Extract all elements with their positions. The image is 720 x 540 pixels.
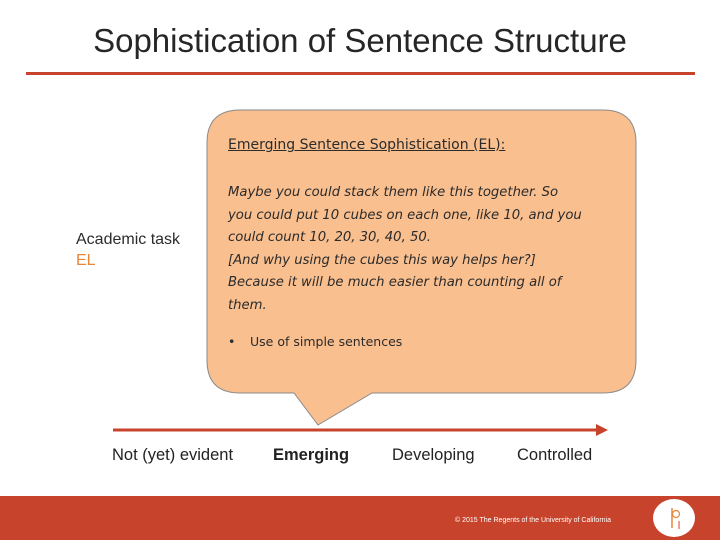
bullet-dot: • — [228, 334, 236, 349]
callout-body-text: Maybe you could stack them like this together. So you could put 10 cubes on each one, like 10, and you could count 10, 20, 30, 40, 50. [And why using the cubes this way helps her?] Because it will be much easier than counting all of them. — [228, 185, 582, 313]
scale-label-developing: Developing — [392, 446, 475, 464]
university-logo — [653, 499, 695, 537]
slide-title: Sophistication of Sentence Structure — [93, 22, 627, 59]
callout-bullet-text: Use of simple sentences — [250, 334, 403, 349]
el-label: EL — [76, 252, 96, 269]
footer-bar — [0, 496, 720, 540]
logo-mark-icon — [653, 499, 695, 537]
scale-arrow-head — [596, 424, 608, 436]
copyright-text: © 2015 The Regents of the University of California — [455, 517, 611, 524]
scale-label-not-yet-evident: Not (yet) evident — [112, 446, 234, 464]
callout-heading: Emerging Sentence Sophistication (EL): — [228, 137, 506, 153]
scale-label-emerging: Emerging — [273, 446, 350, 464]
scale-label-controlled: Controlled — [517, 446, 593, 464]
academic-task-line: Academic task — [76, 231, 181, 248]
